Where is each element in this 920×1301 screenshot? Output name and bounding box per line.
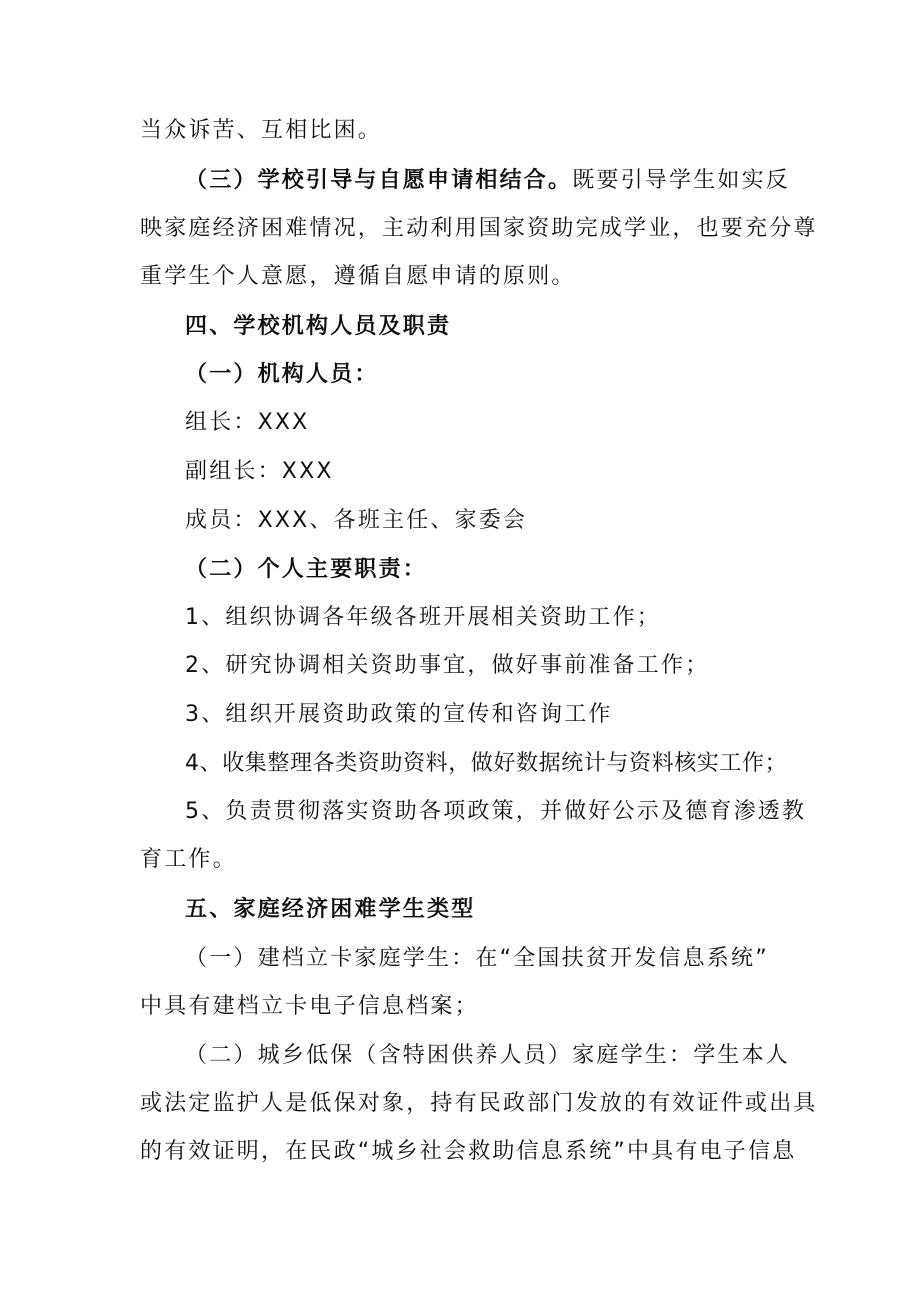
paragraph-line: 或法定监护人是低保对象，持有民政部门发放的有效证件或出具 (140, 1091, 818, 1116)
subsection-heading: （一）机构人员： (185, 362, 379, 387)
duty-item: 3、组织开展资助政策的宣传和咨询工作 (185, 702, 613, 727)
subheading-inline: （三）学校引导与自愿申请相结合。 (185, 168, 573, 193)
paragraph-line (185, 166, 790, 196)
paragraph-line: 映家庭经济困难情况，主动利用国家资助完成学业，也要充分尊 (140, 216, 818, 241)
paragraph-line: 当众诉苦、互相比困。 (140, 118, 383, 143)
paragraph-line: 育工作。 (140, 847, 237, 872)
paragraph-line: 的有效证明，在民政“城乡社会救助信息系统”中具有电子信息 (140, 1139, 797, 1164)
paragraph-line: 中具有建档立卡电子信息档案； (140, 994, 479, 1019)
type-item: （一）建档立卡家庭学生：在“全国扶贫开发信息系统” (185, 946, 769, 971)
members-line: 成员：XXX、各班主任、家委会 (185, 508, 528, 533)
subsection-heading: （二）个人主要职责： (185, 557, 428, 582)
duty-item: 5、负责贯彻落实资助各项政策，并做好公示及德育渗透教 (185, 799, 807, 824)
leader-line: 组长：XXX (185, 410, 310, 435)
duty-item: 2、研究协调相关资助事宜，做好事前准备工作； (185, 653, 710, 678)
paragraph-line: 重学生个人意愿，遵循自愿申请的原则。 (140, 264, 576, 289)
section-heading: 五、家庭经济困难学生类型 (185, 897, 476, 922)
vice-leader-line: 副组长：XXX (185, 459, 334, 484)
section-heading: 四、学校机构人员及职责 (185, 314, 452, 339)
type-item: （二）城乡低保（含特困供养人员）家庭学生：学生本人 (185, 1043, 791, 1068)
duty-item: 4、收集整理各类资助资料，做好数据统计与资料核实工作； (185, 751, 788, 776)
duty-item: 1、组织协调各年级各班开展相关资助工作； (185, 605, 661, 630)
paragraph-text: 既要引导学生如实反 (572, 168, 791, 193)
